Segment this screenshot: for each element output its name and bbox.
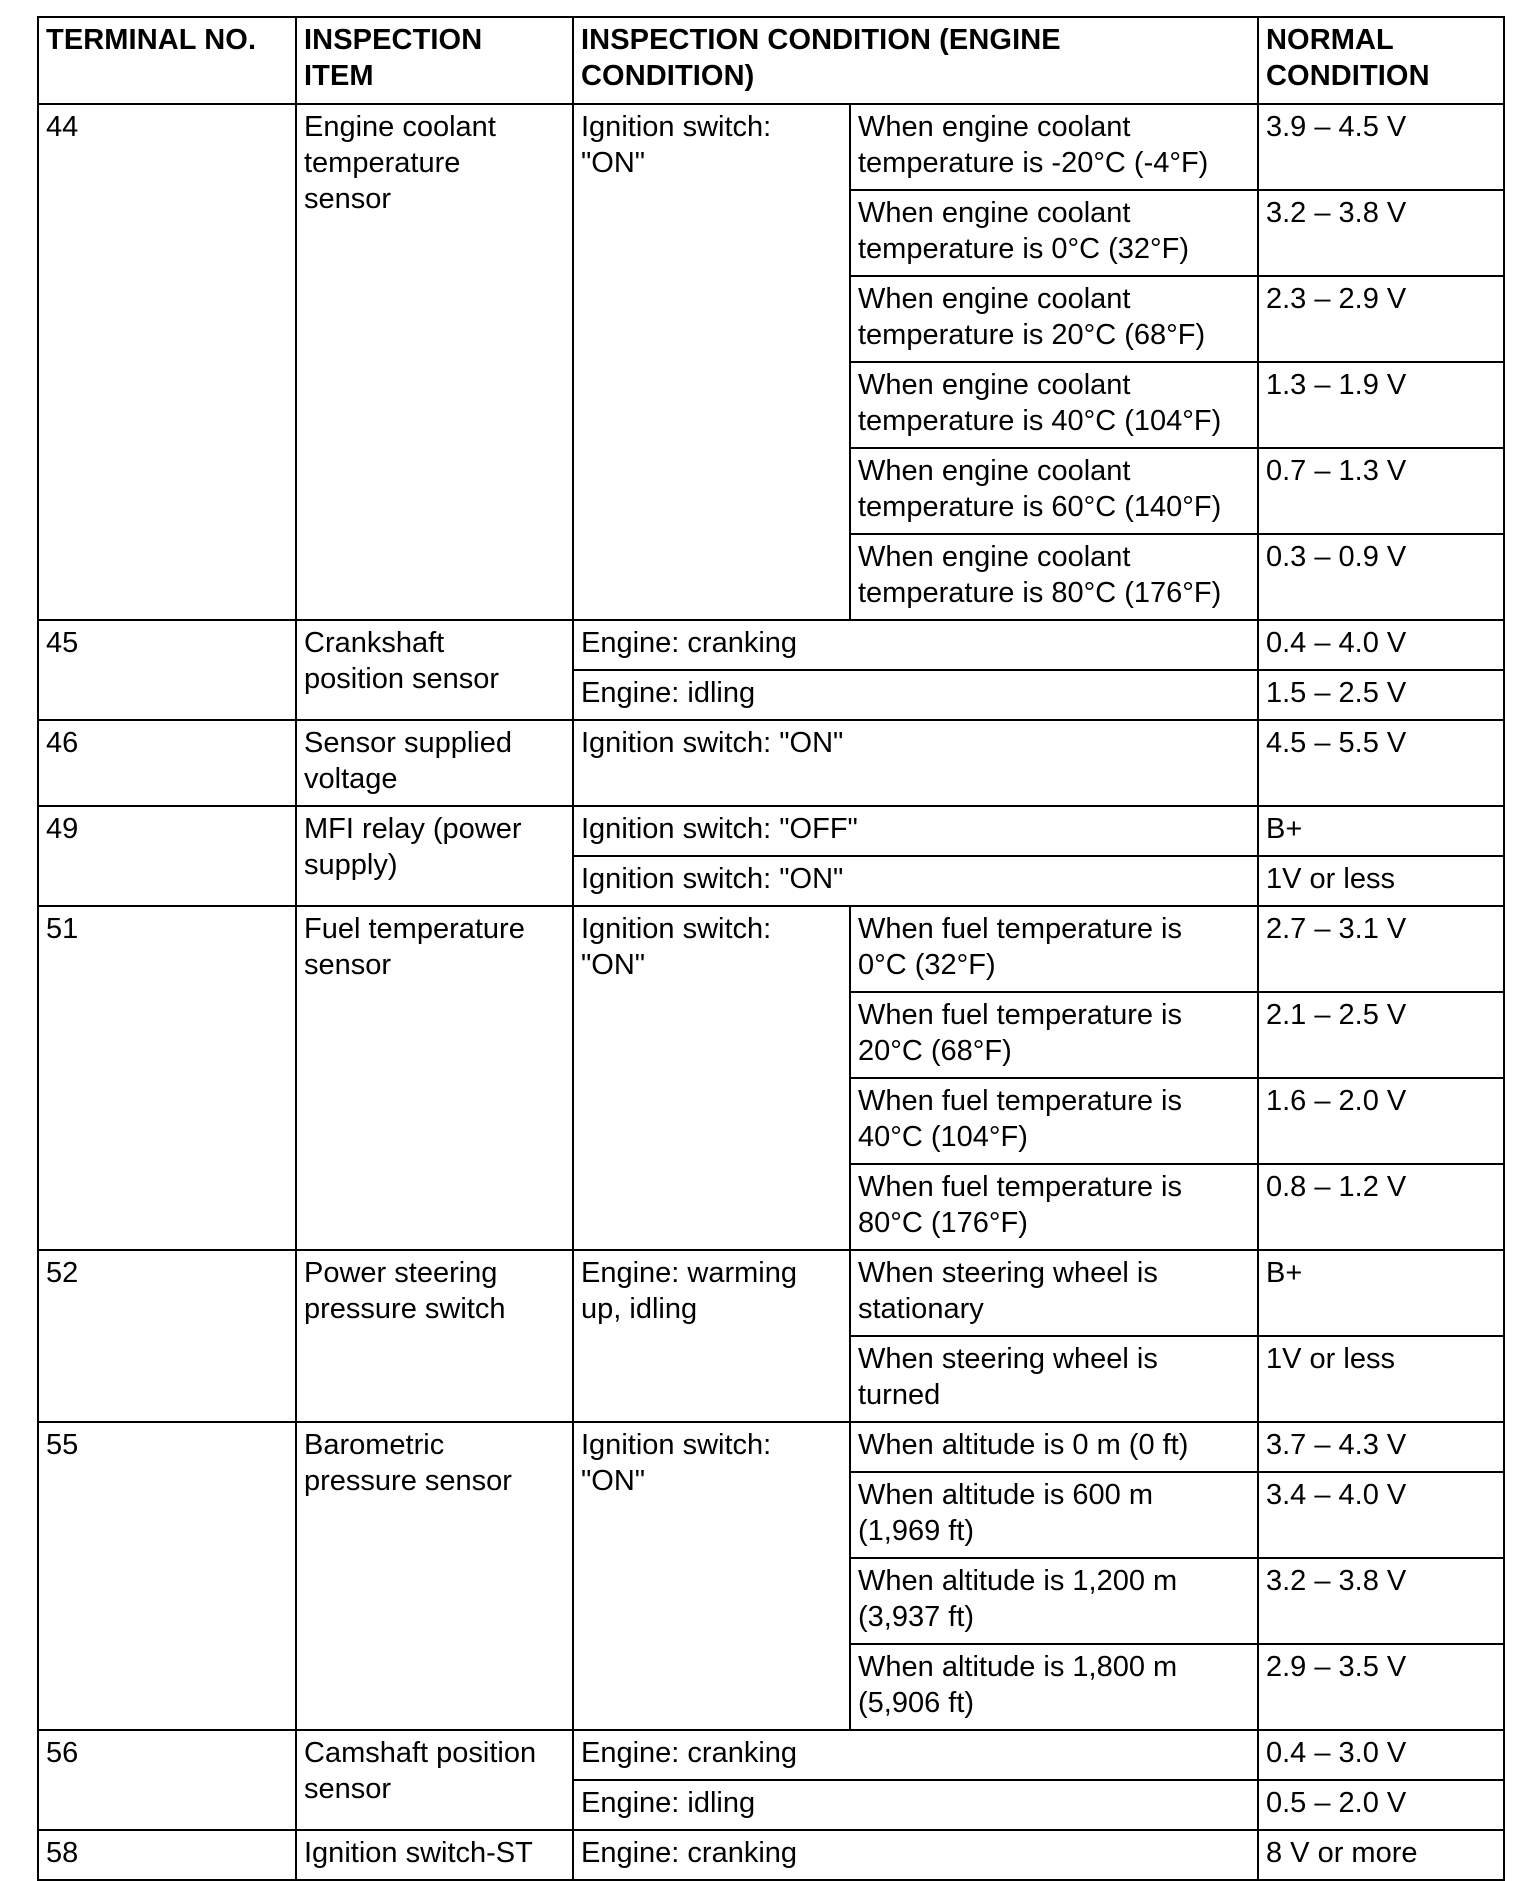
sub-condition-cell: When fuel temperature is 40°C (104°F) (850, 1078, 1258, 1164)
sub-condition-cell: When altitude is 0 m (0 ft) (850, 1422, 1258, 1472)
normal-value-cell: 3.9 – 4.5 V (1258, 104, 1504, 190)
terminal-no-cell: 46 (38, 720, 296, 806)
normal-value-cell: 1.6 – 2.0 V (1258, 1078, 1504, 1164)
sub-condition-cell: When altitude is 600 m (1,969 ft) (850, 1472, 1258, 1558)
inspection-item-cell: MFI relay (power supply) (296, 806, 573, 906)
header-inspection-condition: INSPECTION CONDITION (ENGINE CONDITION) (573, 17, 1258, 104)
normal-value-cell: 1V or less (1258, 1336, 1504, 1422)
table-row (38, 1250, 1504, 1336)
inspection-condition-cell: Engine: cranking (573, 1830, 1258, 1880)
sub-condition-cell: When fuel temperature is 80°C (176°F) (850, 1164, 1258, 1250)
inspection-condition-cell: Ignition switch: "OFF" (573, 806, 1258, 856)
inspection-condition-cell: Ignition switch: "ON" (573, 1422, 850, 1730)
normal-value-cell: 0.7 – 1.3 V (1258, 448, 1504, 534)
terminal-no-cell: 51 (38, 906, 296, 1250)
inspection-condition-cell: Engine: cranking (573, 1730, 1258, 1780)
sub-condition-cell: When steering wheel is turned (850, 1336, 1258, 1422)
header-row (38, 17, 1504, 104)
normal-value-cell: 0.3 – 0.9 V (1258, 534, 1504, 620)
inspection-condition-cell: Engine: idling (573, 670, 1258, 720)
sub-condition-cell: When fuel temperature is 20°C (68°F) (850, 992, 1258, 1078)
table-row (38, 1830, 1504, 1880)
terminal-no-cell: 55 (38, 1422, 296, 1730)
normal-value-cell: 0.4 – 3.0 V (1258, 1730, 1504, 1780)
normal-value-cell: 1V or less (1258, 856, 1504, 906)
terminal-no-cell: 52 (38, 1250, 296, 1422)
inspection-condition-cell: Ignition switch: "ON" (573, 856, 1258, 906)
sub-condition-cell: When altitude is 1,200 m (3,937 ft) (850, 1558, 1258, 1644)
inspection-condition-cell: Engine: cranking (573, 620, 1258, 670)
table-row (38, 720, 1504, 806)
inspection-item-cell: Camshaft position sensor (296, 1730, 573, 1830)
terminal-no-cell: 49 (38, 806, 296, 906)
normal-value-cell: 8 V or more (1258, 1830, 1504, 1880)
table-row (38, 906, 1504, 992)
normal-value-cell: 3.2 – 3.8 V (1258, 1558, 1504, 1644)
normal-value-cell: 0.5 – 2.0 V (1258, 1780, 1504, 1830)
normal-value-cell: 4.5 – 5.5 V (1258, 720, 1504, 806)
sub-condition-cell: When engine coolant temperature is 20°C (68°F) (850, 276, 1258, 362)
sub-condition-cell: When altitude is 1,800 m (5,906 ft) (850, 1644, 1258, 1730)
inspection-item-cell: Fuel temperature sensor (296, 906, 573, 1250)
sub-condition-cell: When engine coolant temperature is 0°C (32°F) (850, 190, 1258, 276)
normal-value-cell: 2.3 – 2.9 V (1258, 276, 1504, 362)
inspection-condition-cell: Engine: warming up, idling (573, 1250, 850, 1422)
table-row (38, 1730, 1504, 1780)
inspection-condition-cell: Ignition switch: "ON" (573, 906, 850, 1250)
header-inspection-item: INSPECTION ITEM (296, 17, 573, 104)
normal-value-cell: 2.9 – 3.5 V (1258, 1644, 1504, 1730)
sub-condition-cell: When steering wheel is stationary (850, 1250, 1258, 1336)
table-row (38, 620, 1504, 670)
normal-value-cell: 0.4 – 4.0 V (1258, 620, 1504, 670)
normal-value-cell: B+ (1258, 1250, 1504, 1336)
normal-value-cell: 3.4 – 4.0 V (1258, 1472, 1504, 1558)
normal-value-cell: 3.7 – 4.3 V (1258, 1422, 1504, 1472)
terminal-no-cell: 45 (38, 620, 296, 720)
inspection-item-cell: Barometric pressure sensor (296, 1422, 573, 1730)
terminal-no-cell: 58 (38, 1830, 296, 1880)
sub-condition-cell: When engine coolant temperature is 40°C (104°F) (850, 362, 1258, 448)
inspection-item-cell: Power steering pressure switch (296, 1250, 573, 1422)
inspection-item-cell: Sensor supplied voltage (296, 720, 573, 806)
normal-value-cell: B+ (1258, 806, 1504, 856)
normal-value-cell: 1.3 – 1.9 V (1258, 362, 1504, 448)
inspection-item-cell: Engine coolant temperature sensor (296, 104, 573, 620)
inspection-condition-cell: Ignition switch: "ON" (573, 720, 1258, 806)
normal-value-cell: 2.7 – 3.1 V (1258, 906, 1504, 992)
sub-condition-cell: When engine coolant temperature is -20°C (-4°F) (850, 104, 1258, 190)
inspection-condition-cell: Engine: idling (573, 1780, 1258, 1830)
normal-value-cell: 2.1 – 2.5 V (1258, 992, 1504, 1078)
header-normal-condition: NORMAL CONDITION (1258, 17, 1504, 104)
sub-condition-cell: When engine coolant temperature is 80°C (176°F) (850, 534, 1258, 620)
table-row (38, 104, 1504, 190)
inspection-item-cell: Crankshaft position sensor (296, 620, 573, 720)
inspection-item-cell: Ignition switch-ST (296, 1830, 573, 1880)
normal-value-cell: 0.8 – 1.2 V (1258, 1164, 1504, 1250)
table-row (38, 1422, 1504, 1472)
normal-value-cell: 1.5 – 2.5 V (1258, 670, 1504, 720)
inspection-table (37, 16, 1505, 1881)
header-terminal-no: TERMINAL NO. (38, 17, 296, 104)
sub-condition-cell: When engine coolant temperature is 60°C (140°F) (850, 448, 1258, 534)
inspection-condition-cell: Ignition switch: "ON" (573, 104, 850, 620)
terminal-no-cell: 56 (38, 1730, 296, 1830)
table-row (38, 806, 1504, 856)
sub-condition-cell: When fuel temperature is 0°C (32°F) (850, 906, 1258, 992)
terminal-no-cell: 44 (38, 104, 296, 620)
normal-value-cell: 3.2 – 3.8 V (1258, 190, 1504, 276)
